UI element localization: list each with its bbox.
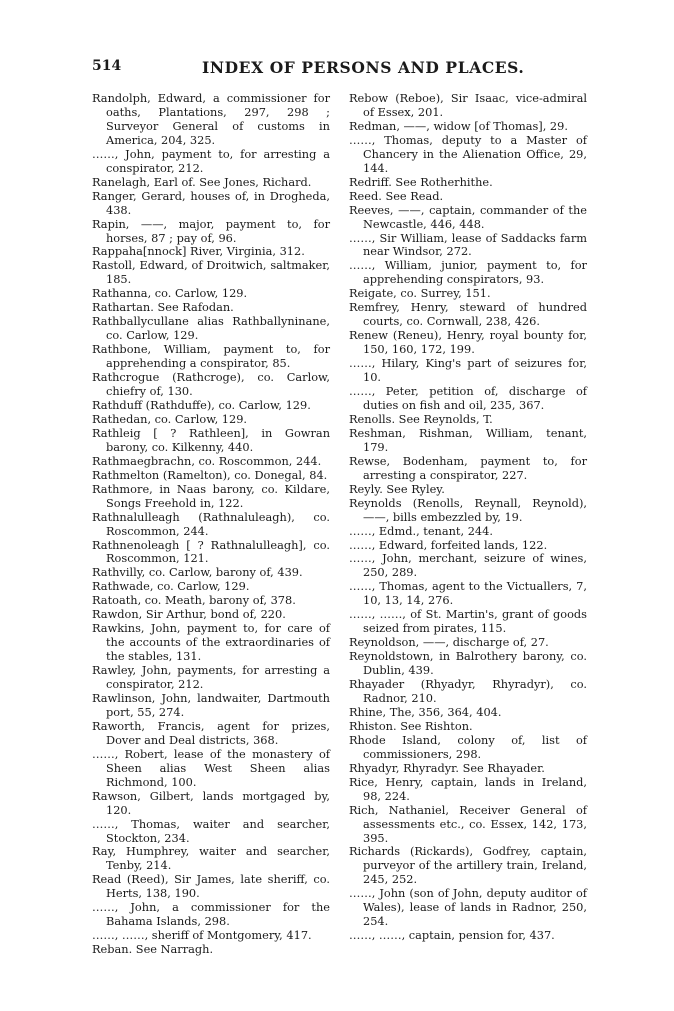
index-entry: Renolls. See Reynolds, T. — [349, 411, 493, 426]
index-entry: Reynoldstown, in Balrothery barony, co. Dublin, 439. — [349, 649, 587, 678]
index-entry: Reynolds (Renolls, Reynall, Reynold), ——, bills embezzled by, 19. — [349, 495, 587, 524]
index-entry: ……, Hilary, King's part of seizures for, 10. — [349, 356, 587, 385]
index-entry: Rathcrogue (Rathcroge), co. Carlow, chiefry of, 130. — [92, 370, 330, 399]
index-entry: Richards (Rickards), Godfrey, captain, purveyor of the artillery train, Ireland, 245, 252. — [349, 844, 587, 887]
right-column — [349, 92, 587, 943]
index-entry: ……, Sir William, lease of Saddacks farm near Windsor, 272. — [349, 230, 587, 259]
index-entry: ……, ……, captain, pension for, 437. — [349, 928, 555, 943]
index-entry: ……, John, merchant, seizure of wines, 250, 289. — [349, 551, 587, 580]
index-entry: Rhiston. See Rishton. — [349, 718, 473, 733]
index-entry: ……, Thomas, deputy to a Master of Chancery in the Alienation Office, 29, 144. — [349, 132, 587, 175]
index-entry: Rewse, Bodenham, payment to, for arresting a conspirator, 227. — [349, 453, 587, 482]
index-entry: Rawdon, Sir Arthur, bond of, 220. — [92, 607, 286, 622]
index-entry: Reban. See Narragh. — [92, 942, 214, 957]
index-entry: Rich, Nathaniel, Receiver General of assessments etc., co. Essex, 142, 173, 395. — [349, 802, 587, 845]
index-entry: ……, ……, sheriff of Montgomery, 417. — [92, 928, 312, 943]
index-entry: Reyly. See Ryley. — [349, 481, 445, 496]
index-entry: ……, John, payment to, for arresting a conspirator, 212. — [92, 146, 330, 175]
page-number: 514 — [92, 58, 122, 74]
index-entry: Rathartan. See Rafodan. — [92, 300, 234, 315]
index-entry: Rathleig [ ? Rathleen], in Gowran barony, co. Kilkenny, 440. — [92, 425, 330, 454]
index-entry: Redman, ——, widow [of Thomas], 29. — [349, 118, 568, 133]
index-entry: Ranelagh, Earl of. See Jones, Richard. — [92, 174, 312, 189]
index-entry: Remfrey, Henry, steward of hundred courts, co. Cornwall, 238, 426. — [349, 300, 587, 329]
index-entry: ……, Robert, lease of the monastery of Sheen alias West Sheen alias Richmond, 100. — [92, 746, 330, 789]
index-entry: Reed. See Read. — [349, 188, 444, 203]
left-column — [92, 92, 330, 957]
index-entry: ……, Edmd., tenant, 244. — [349, 523, 493, 538]
index-entry: Reshman, Rishman, William, tenant, 179. — [349, 425, 587, 454]
index-entry: Rappaha[nnock] River, Virginia, 312. — [92, 244, 305, 259]
index-entry: Rathnenoleagh [ ? Rathnalulleagh], co. Roscommon, 121. — [92, 537, 330, 566]
index-entry: Rathmaegbrachn, co. Roscommon, 244. — [92, 453, 322, 468]
page-header — [92, 58, 592, 80]
index-entry: Rice, Henry, captain, lands in Ireland, 98, 224. — [349, 774, 587, 803]
index-entry: ……, Edward, forfeited lands, 122. — [349, 537, 548, 552]
index-entry: Rathvilly, co. Carlow, barony of, 439. — [92, 565, 303, 580]
index-entry: Rathmore, in Naas barony, co. Kildare, Songs Freehold in, 122. — [92, 481, 330, 510]
index-entry: ……, ……, of St. Martin's, grant of goods seized from pirates, 115. — [349, 607, 587, 636]
index-entry: Rapin, ——, major, payment to, for horses, 87 ; pay of, 96. — [92, 216, 330, 245]
index-entry: ……, Thomas, agent to the Victuallers, 7, 10, 13, 14, 276. — [349, 579, 587, 608]
index-entry: Rastoll, Edward, of Droitwich, saltmaker, 185. — [92, 258, 330, 287]
index-entry: Raworth, Francis, agent for prizes, Dover and Deal districts, 368. — [92, 718, 330, 747]
index-entry: ……, William, junior, payment to, for apprehending conspirators, 93. — [349, 258, 587, 287]
index-entry: Rathwade, co. Carlow, 129. — [92, 579, 250, 594]
index-entry: Rhayader (Rhyadyr, Rhyradyr), co. Radnor, 210. — [349, 677, 587, 705]
index-entry: Rawson, Gilbert, lands mortgaged by, 120. — [92, 788, 330, 817]
index-entry: Ratoath, co. Meath, barony of, 378. — [92, 593, 296, 608]
index-entry: Rathnalulleagh (Rathnaluleagh), co. Roscommon, 244. — [92, 509, 330, 538]
index-entry: Rathballycullane alias Rathballyninane, co. Carlow, 129. — [92, 314, 330, 343]
index-entry: Rathanna, co. Carlow, 129. — [92, 286, 248, 301]
index-entry: Rebow (Reboe), Sir Isaac, vice-admiral of Essex, 201. — [349, 91, 587, 119]
index-entry: ……, Thomas, waiter and searcher, Stockton, 234. — [92, 816, 330, 845]
index-entry: Randolph, Edward, a commissioner for oaths, Plantations, 297, 298 ; Surveyor General of customs in America, 204, 325. — [92, 91, 330, 147]
index-entry: Rathmelton (Ramelton), co. Donegal, 84. — [92, 467, 328, 482]
index-entry: Read (Reed), Sir James, late sheriff, co. Herts, 138, 190. — [92, 872, 330, 901]
index-entry: Reigate, co. Surrey, 151. — [349, 286, 491, 301]
index-entry: Rathduff (Rathduffe), co. Carlow, 129. — [92, 397, 311, 412]
index-entry: Rawlinson, John, landwaiter, Dartmouth port, 55, 274. — [92, 690, 330, 719]
index-entry: ……, John, a commissioner for the Bahama Islands, 298. — [92, 900, 330, 929]
index-entry: Redriff. See Rotherhithe. — [349, 174, 493, 189]
index-entry: Ranger, Gerard, houses of, in Drogheda, 438. — [92, 188, 330, 217]
index-entry: Ray, Humphrey, waiter and searcher, Tenby, 214. — [92, 844, 330, 873]
index-entry: Rathbone, William, payment to, for apprehending a conspirator, 85. — [92, 342, 330, 371]
index-entry: Reeves, ——, captain, commander of the Newcastle, 446, 448. — [349, 202, 587, 231]
index-entry: Rawley, John, payments, for arresting a conspirator, 212. — [92, 663, 330, 692]
index-entry: Rhyadyr, Rhyradyr. See Rhayader. — [349, 760, 545, 775]
running-title: INDEX OF PERSONS AND PLACES. — [202, 58, 525, 77]
index-entry: Reynoldson, ——, discharge of, 27. — [349, 635, 549, 650]
index-entry: ……, John (son of John, deputy auditor of Wales), lease of lands in Radnor, 250, 254. — [349, 886, 587, 929]
index-entry: Rhode Island, colony of, list of commissioners, 298. — [349, 732, 587, 761]
index-entry: Rhine, The, 356, 364, 404. — [349, 704, 502, 719]
index-entry: ……, Peter, petition of, discharge of duties on fish and oil, 235, 367. — [349, 384, 587, 412]
index-entry: Rawkins, John, payment to, for care of the accounts of the extraordinaries of the stables, 131. — [92, 621, 330, 664]
index-entry: Renew (Reneu), Henry, royal bounty for, 150, 160, 172, 199. — [349, 328, 587, 357]
index-entry: Rathedan, co. Carlow, 129. — [92, 411, 248, 426]
